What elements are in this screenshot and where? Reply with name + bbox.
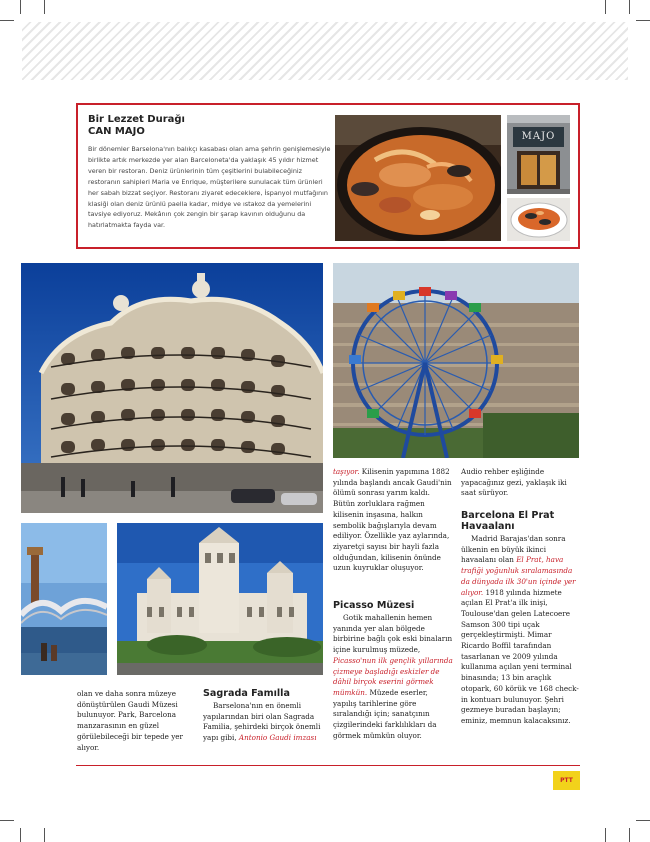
crop-mark <box>20 0 21 14</box>
ptt-logo <box>553 771 580 790</box>
bottom-rule <box>76 765 580 766</box>
gaudi-museum-paragraph-end: olan ve daha sonra müzeye dönüştürülen Gaudi Müzesi bulunuyor. Park, Barcelona manzarasının en güzel görülebileceği bir tepede yer alıyor. <box>77 689 183 752</box>
column-3-text <box>333 467 453 574</box>
crop-mark <box>636 20 650 21</box>
sagrada-familia-heading: Sagrada Famılla <box>203 688 290 699</box>
el-prat-highlight: El Prat, hava trafiği yoğunluk sıralamasında da dünyada ilk 30'un içinde yer alıyor. <box>461 555 576 597</box>
el-prat-paragraph-b: 1918 yılında hizmete açılan El Prat'a ilk inişi, Toulouse'dan gelen Latecoere Samson 300 tipi uçak gerçekleştirmişti. Mimar Ricardo Boffil tarafından tasarlanan ve 2009 yılında kullanıma açılan yeni terminal binasında; 13 bin araçlık otopark, 60 körük ve 168 check-in kontuarı bulunuyor. Şehri gezmeye buradan başlayın; eminiz, memnun kalacaksınız. <box>461 587 579 725</box>
info-box-kicker: Bir Lezzet Durağı <box>88 114 185 125</box>
crop-mark <box>0 820 14 821</box>
info-box-body: Bir dönemler Barselona'nın balıkçı kasabası olan ama şehrin genişlemesiyle birlikte artık merkezde yer alan Barceloneta'da yaklaşık 45 yıldır hizmet veren bir restoran. Deniz ürünlerinin tüm çeşitlerini bulabileceğiniz restoranın sahipleri Maria ve Enrique, müşterilere sunulacak tüm ürünleri her sabah bizzat seçiyor. Restoranı ziyaret edeceklere, İspanyol mutfağının klasiği olan deniz ürünlü paella kadar, midye ve ıstakoz da yemelerini tavsiye ediyoruz. Mekânın çok zengin bir şarap kavının olduğunu da hatırlatmakta fayda var. <box>88 145 331 230</box>
picasso-works-highlight: Picasso'nun ilk gençlik yıllarında çizmeye başladığı eskizler de dâhil birçok eserini görmek mümkün. <box>333 655 453 697</box>
el-prat-airport-heading: Barcelona El Prat Havaalanı <box>461 510 555 532</box>
crop-mark <box>44 0 45 14</box>
crop-mark <box>636 820 650 821</box>
ferris-wheel-photo <box>333 263 579 458</box>
el-prat-text <box>461 534 580 727</box>
info-box-title: CAN MAJO <box>88 126 145 137</box>
mussels-bowl-photo <box>507 198 570 241</box>
restaurant-sign: MAJO <box>521 131 556 142</box>
port-bridge-photo <box>21 523 107 675</box>
paella-photo <box>335 115 501 241</box>
crop-mark <box>0 20 14 21</box>
audio-guide-paragraph: Audio rehber eşliğinde yapacağınız gezi, yaklaşık iki saat sürüyor. <box>461 467 567 498</box>
crop-mark <box>605 828 606 842</box>
picasso-museum-paragraph-a: Gotik mahallenin hemen yanında yer alan bölgede birbirine bağlı çok eski binaların içine kurulmuş müzede, <box>333 613 453 655</box>
palace-photo <box>117 523 323 675</box>
restaurant-info-box <box>76 103 580 249</box>
picasso-museum-paragraph-b: Müzede eserler, yapılış tarihlerine göre sıralandığı için; sanatçının çizgilerindeki farklılıkları da görmek mümkün oluyor. <box>333 687 437 740</box>
crop-mark <box>605 0 606 14</box>
el-prat-paragraph-a: Madrid Barajas'dan sonra ülkenin en büyük ikinci havaalanı olan <box>461 534 566 565</box>
crop-mark <box>629 828 630 842</box>
column-4-text <box>461 467 580 499</box>
picasso-museum-text <box>333 613 453 741</box>
restaurant-front-photo <box>507 115 570 194</box>
casa-mila-photo <box>21 263 323 513</box>
crop-mark <box>20 828 21 842</box>
column-1-text <box>77 689 193 753</box>
picasso-museum-heading: Picasso Müzesi <box>333 600 415 611</box>
ptt-logo-text: PTT <box>560 777 573 784</box>
header-hatch-band <box>22 22 628 80</box>
sagrada-familia-paragraph: Barselona'nın en önemli yapılarından biri olan Sagrada Familia, şehirdeki birçok önemli yapı gibi, <box>203 701 321 743</box>
crop-mark <box>629 0 630 14</box>
column-2-text <box>203 701 325 744</box>
church-history-paragraph: Kilisenin yapımına 1882 yılında başlandı ancak Gaudi'nin ölümü sonrası yarım kaldı. Bütün zorluklara rağmen kilisenin inşasına, halkın sembolik bağışlarıyla devam ediliyor. Özellikle yaz aylarında, ziyaretçi sayısı bir hayli fazla olduğundan, kilisenin önünde uzun kuyruklar oluşuyor. <box>333 467 452 573</box>
gaudi-signature-highlight: Antonio Gaudi imzası <box>238 733 317 743</box>
crop-mark <box>44 828 45 842</box>
carries-highlight: taşıyor. <box>333 467 360 476</box>
